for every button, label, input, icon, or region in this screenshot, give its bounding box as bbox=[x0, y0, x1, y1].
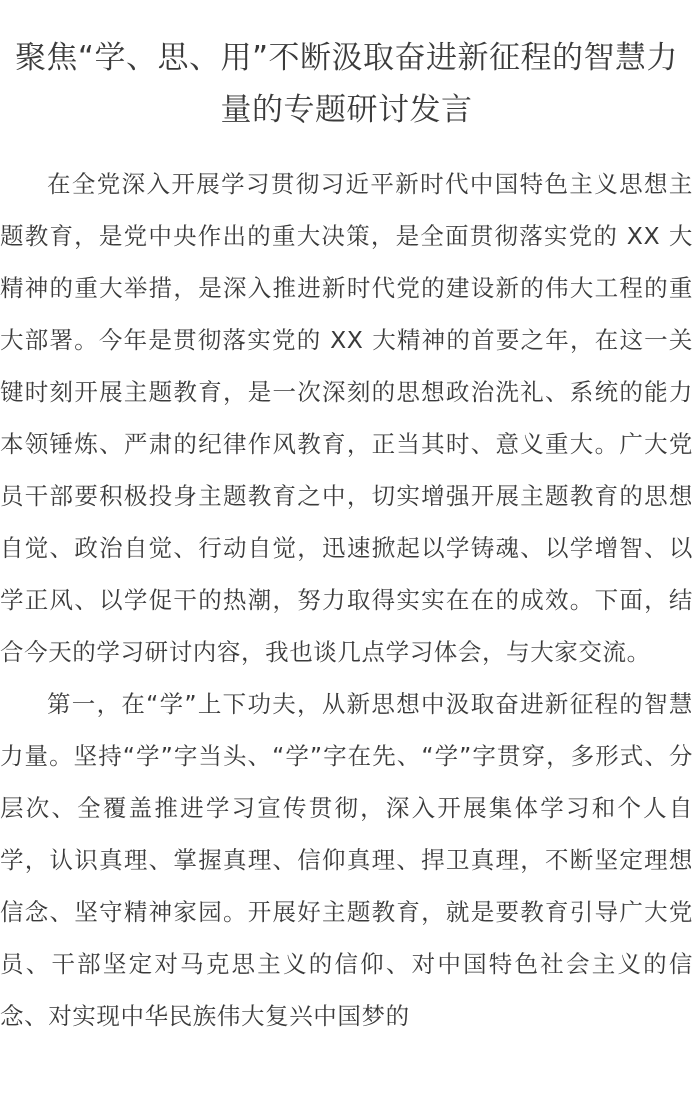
article-body bbox=[0, 158, 693, 1042]
paragraph-2: 第一，在“学”上下功夫，从新思想中汲取奋进新征程的智慧力量。坚持“学”字当头、“学”字在先、“学”字贯穿，多形式、分层次、全覆盖推进学习宣传贯彻，深入开展集体学习和个人自学，认识真理、掌握真理、信仰真理、捍卫真理，不断坚定理想信念、坚守精神家园。开展好主题教育，就是要教育引导广大党员、干部坚定对马克思主义的信仰、对中国特色社会主义的信念、对实现中华民族伟大复兴中国梦的 bbox=[0, 690, 693, 1030]
paragraph-1: 在全党深入开展学习贯彻习近平新时代中国特色主义思想主题教育，是党中央作出的重大决策，是全面贯彻落实党的 XX 大精神的重大举措，是深入推进新时代党的建设新的伟大工程的重大部署。今年是贯彻落实党的 XX 大精神的首要之年，在这一关键时刻开展主题教育，是一次深刻的思想政治洗礼、系统的能力本领锤炼、严肃的纪律作风教育，正当其时、意义重大。广大党员干部要积极投身主题教育之中，切实增强开展主题教育的思想自觉、政治自觉、行动自觉，迅速掀起以学铸魂、以学增智、以学正风、以学促干的热潮，努力取得实实在在的成效。下面，结合今天的学习研讨内容，我也谈几点学习体会，与大家交流。 bbox=[0, 170, 693, 666]
article-title: 聚焦“学、思、用”不断汲取奋进新征程的智慧力量的专题研讨发言 bbox=[14, 40, 679, 128]
